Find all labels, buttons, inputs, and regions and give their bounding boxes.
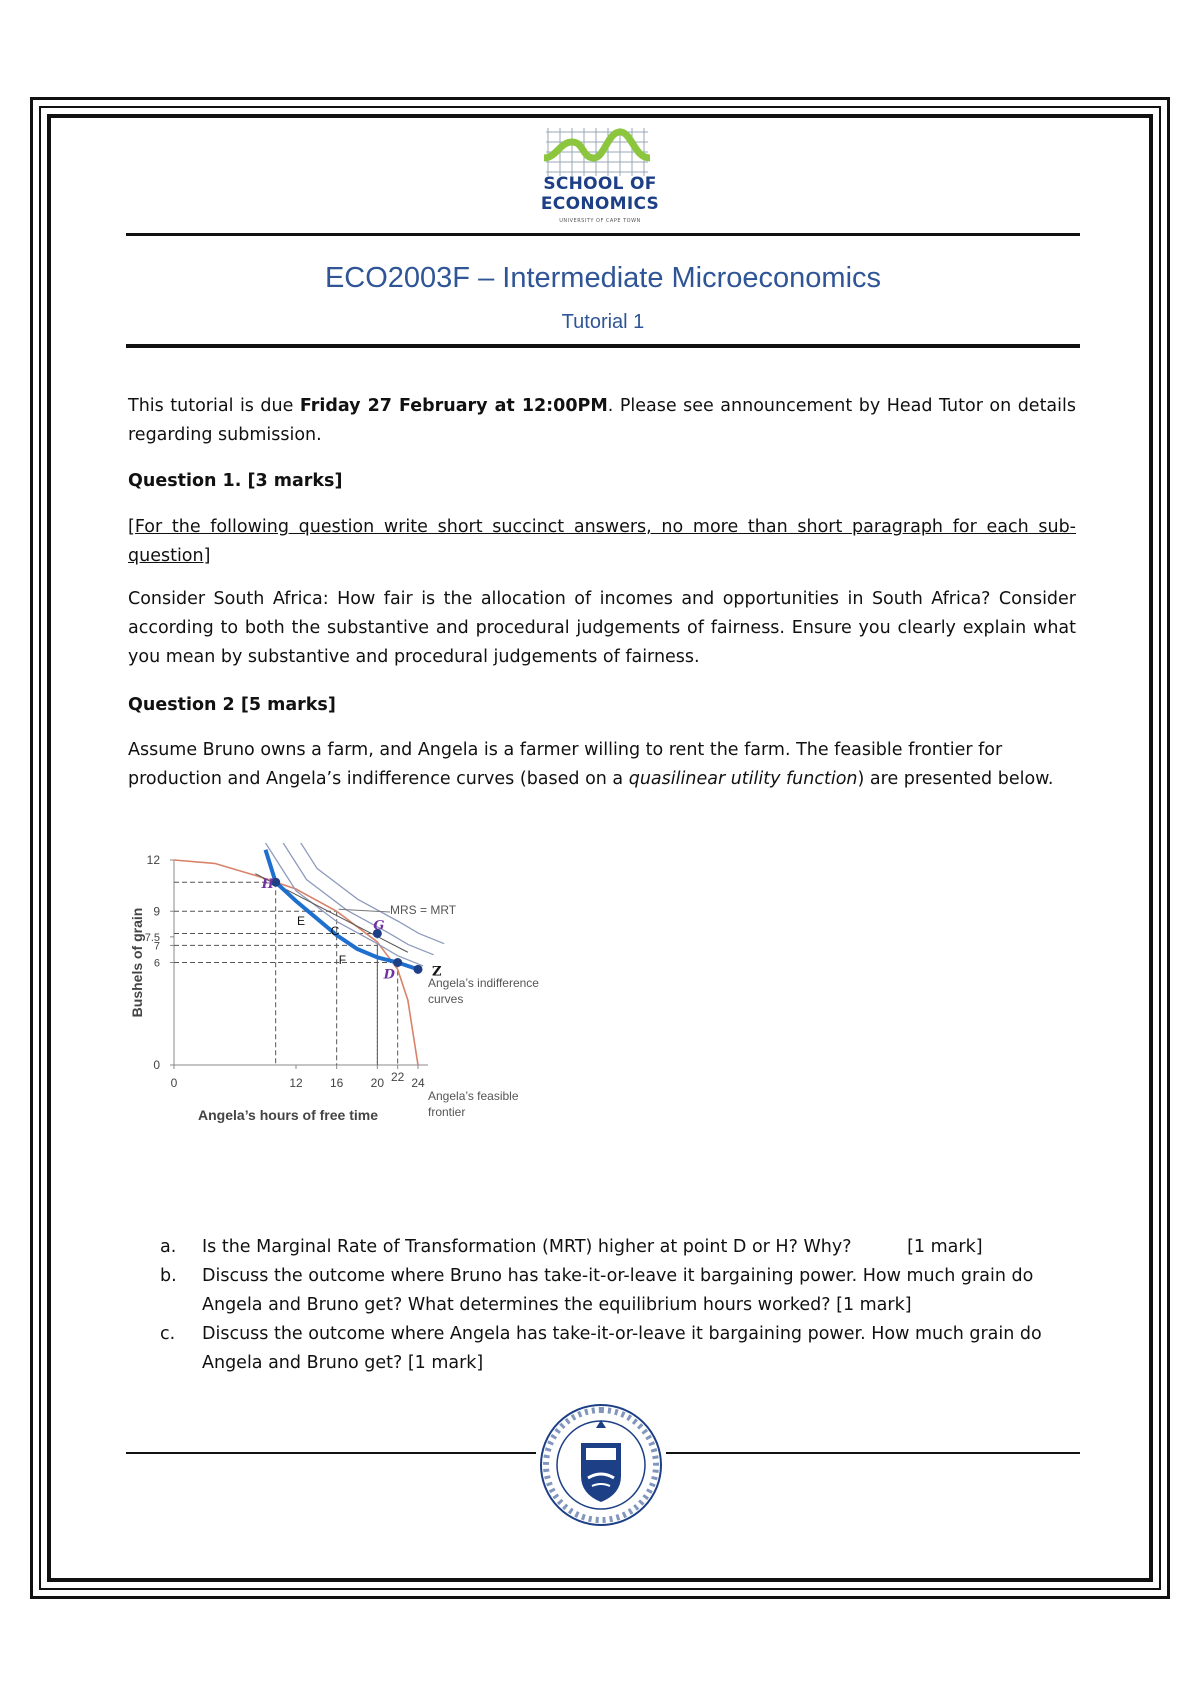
y-tick-label: 7.5 [144, 931, 160, 944]
logo-line2: ECONOMICS [540, 194, 660, 214]
annotation-indifference-2: curves [428, 992, 464, 1006]
point-d [393, 958, 402, 967]
point-label: Z [432, 964, 442, 980]
footer-rule-right [666, 1452, 1080, 1454]
logo-line1: SCHOOL OF [543, 174, 657, 194]
region-label: F [338, 953, 347, 968]
intro-pre: This tutorial is due [128, 396, 300, 416]
q1-heading: Question 1. [3 marks] [128, 471, 343, 491]
list-item [160, 1233, 1080, 1262]
x-axis-label: Angela’s hours of free time [198, 1107, 378, 1123]
q2-heading: Question 2 [5 marks] [128, 695, 336, 715]
point-label: D [383, 967, 395, 983]
annotation-mrs: MRS = MRT [390, 903, 457, 917]
list-item-text: Discuss the outcome where Bruno has take-it-or-leave it bargaining power. How much grain do Angela and Bruno get? What determines the equilibrium hours worked? [1 mark] [202, 1266, 1034, 1315]
q2-body [128, 736, 1076, 794]
list-item [160, 1262, 1080, 1320]
annotation-frontier-1: Angela’s feasible [428, 1089, 519, 1103]
logo-graphic [538, 128, 662, 178]
list-item-label: b. [160, 1266, 177, 1286]
indifference-curve [276, 843, 434, 955]
list-item-label: c. [160, 1324, 176, 1344]
q2-body-post: ) are presented below. [857, 769, 1054, 789]
q2-body-pre: Assume Bruno owns a farm, and Angela is a farmer willing to rent the farm. The feasible frontier for production and Angela’s indifference curves (based on a [128, 740, 1003, 789]
y-tick-label: 0 [153, 1058, 160, 1072]
feasible-frontier-chart [128, 843, 608, 1213]
annotation-mrs-arrow [339, 909, 390, 912]
q2-body-em: quasilinear utility function [628, 769, 858, 789]
x-tick-label: 24 [411, 1076, 425, 1090]
list-item-text: Is the Marginal Rate of Transformation (MRT) higher at point D or H? Why? [1 mark] [202, 1237, 983, 1257]
question-list [160, 1233, 1080, 1378]
intro-paragraph [128, 392, 1076, 450]
logo-line3: UNIVERSITY OF CAPE TOWN [559, 218, 641, 224]
region-label: C [330, 924, 340, 939]
page-subtitle: Tutorial 1 [561, 311, 645, 333]
y-tick-label: 7 [153, 940, 160, 953]
header-rule-bottom [126, 344, 1080, 348]
list-item [160, 1320, 1080, 1378]
university-seal [538, 1398, 664, 1532]
page-title: ECO2003F – Intermediate Microeconomics [324, 262, 882, 294]
list-item-label: a. [160, 1237, 177, 1257]
x-tick-label: 12 [289, 1076, 303, 1090]
point-label: H [261, 877, 274, 893]
annotation-frontier-2: frontier [428, 1105, 466, 1119]
footer-rule-left [126, 1452, 536, 1454]
list-item-text: Discuss the outcome where Angela has take-it-or-leave it bargaining power. How much grain do Angela and Bruno get? [1 mark] [202, 1324, 1042, 1373]
x-tick-label: 16 [329, 1076, 344, 1090]
intro-post: . Please see announcement by Head Tutor on details regarding submission. [128, 396, 1077, 445]
y-axis-label: Bushels of grain [129, 907, 145, 1018]
y-tick-label: 6 [153, 957, 160, 970]
x-tick-label: 20 [370, 1076, 385, 1090]
q1-body: Consider South Africa: How fair is the allocation of incomes and opportunities in South Africa? Consider according to both the substantive and procedural judgements of fairness. Ensure you clearly explain what you mean by substantive and procedural judgements of fairness. [128, 589, 1076, 667]
point-z [414, 965, 423, 974]
chart-plot [129, 843, 539, 1123]
q1-instruction: [For the following question write short succinct answers, no more than short paragraph for each sub-question] [128, 517, 1076, 566]
y-tick-label: 12 [146, 853, 160, 867]
annotation-indifference-1: Angela’s indifference [428, 976, 539, 990]
point-label: G [373, 918, 385, 934]
indifference-curve [287, 843, 445, 944]
x-tick-label: 22 [390, 1070, 405, 1084]
region-label: E [297, 913, 306, 928]
header-rule-top [126, 233, 1080, 236]
due-date: Friday 27 February at 12:00PM [299, 396, 608, 416]
x-tick-label: 0 [170, 1076, 178, 1090]
school-logo [538, 128, 662, 228]
y-tick-label: 9 [153, 904, 160, 919]
